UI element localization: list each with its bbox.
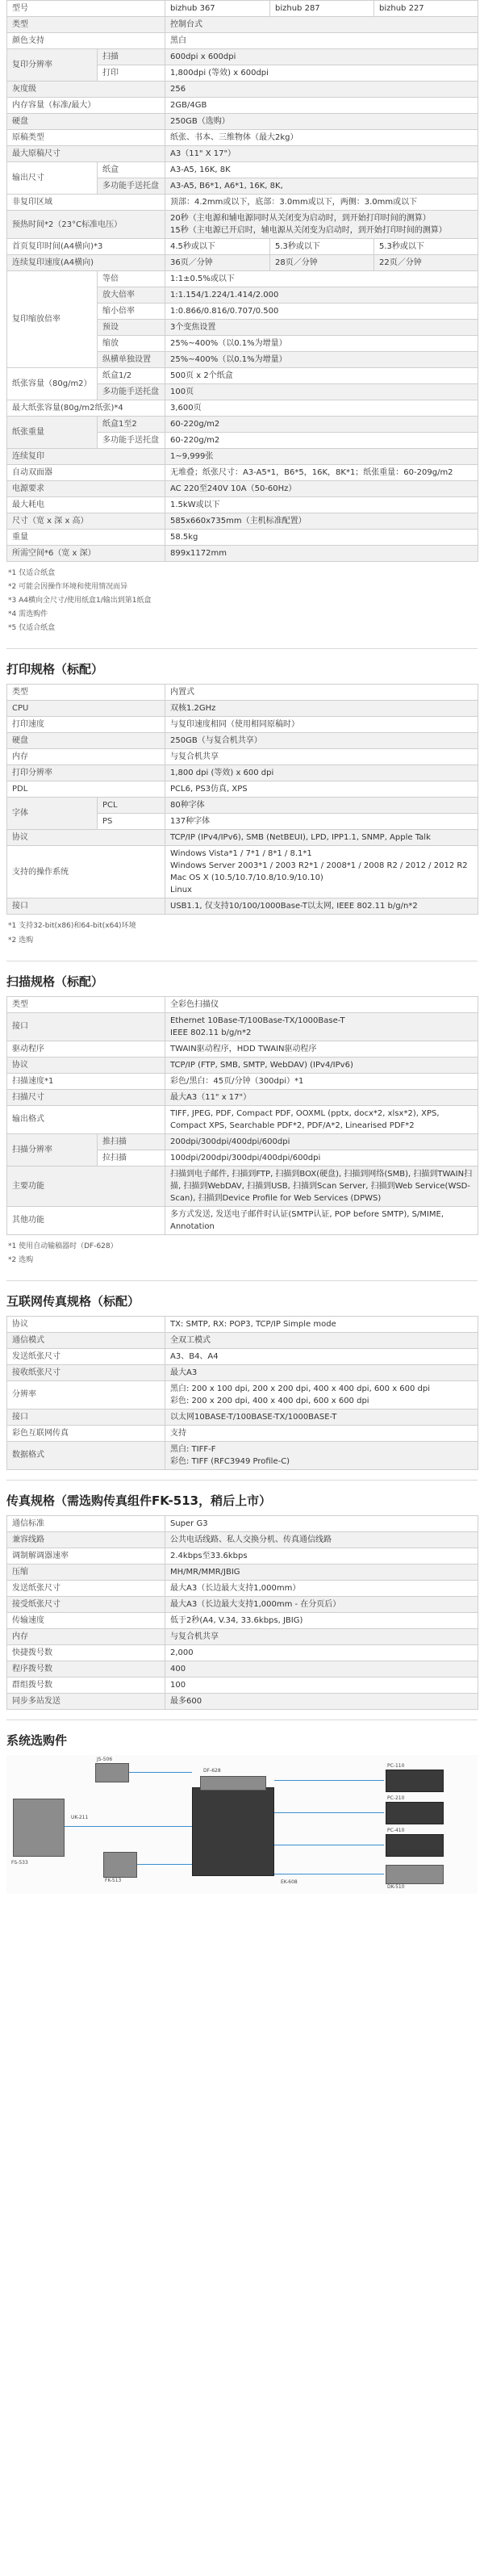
spec-label: 接口 [7, 1012, 165, 1041]
spec-value: 1:1.154/1.224/1.414/2.000 [165, 287, 478, 304]
fax-kit-image [103, 1852, 137, 1878]
spec-value: 控制台式 [165, 17, 478, 33]
spec-row [7, 1644, 478, 1661]
option-label: PC-210 [387, 1795, 405, 1801]
spec-row [7, 98, 478, 114]
spec-value: 3个变焦设置 [165, 320, 478, 336]
spec-value: 585x660x735mm（主机标准配置） [165, 513, 478, 530]
spec-cell: 28页／分钟 [270, 255, 374, 271]
spec-value: 20秒（主电源和辅电源同时从关闭变为启动时，到开始打印时间的测算） 15秒（主电源已开启时，辅电源从关闭变为启动时，到开始打印时间的测算） [165, 211, 478, 239]
spec-value: AC 220至240V 10A（50-60Hz） [165, 481, 478, 497]
copier-notes [6, 562, 478, 639]
spec-row [7, 685, 478, 701]
spec-value: TX: SMTP, RX: POP3, TCP/IP Simple mode [165, 1316, 478, 1332]
spec-sublabel: 等倍 [98, 271, 165, 287]
spec-label: 非复印区域 [7, 195, 165, 211]
spec-value: TCP/IP (IPv4/IPv6), SMB (NetBEUI), LPD, IPP1.1, SNMP, Apple Talk [165, 830, 478, 846]
spec-cell: 4.5秒或以下 [165, 239, 270, 255]
ifax-section-title: 互联网传真规格（标配） [6, 1293, 140, 1309]
spec-sublabel: 纵横单独设置 [98, 352, 165, 368]
spec-row [7, 1531, 478, 1548]
spec-value: 250GB（与复合机共享） [165, 733, 478, 749]
spec-row [7, 1041, 478, 1057]
spec-row [7, 1, 478, 17]
fax-spec-table [6, 1515, 478, 1710]
spec-label: 硬盘 [7, 114, 165, 130]
spec-value: 无堆叠；纸张尺寸：A3-A5*1，B6*5，16K，8K*1；纸张重量：60-209g/m2 [165, 465, 478, 481]
spec-value: 黑白: 200 x 100 dpi, 200 x 200 dpi, 400 x 400 dpi, 600 x 600 dpi 彩色: 200 x 200 dpi, 400 x 400 dpi, 600 x 600 dpi [165, 1380, 478, 1409]
spec-sublabel: 纸盒1至2 [98, 417, 165, 433]
ifax-spec-table [6, 1316, 478, 1470]
spec-row [7, 481, 478, 497]
spec-row [7, 465, 478, 481]
spec-cell: bizhub 227 [374, 1, 478, 17]
spec-row [7, 846, 478, 898]
divider [6, 1719, 478, 1720]
spec-value: Ethernet 10Base-T/100Base-TX/1000Base-T IEEE 802.11 b/g/n*2 [165, 1012, 478, 1041]
spec-row [7, 1628, 478, 1644]
spec-row [7, 146, 478, 162]
divider [6, 1280, 478, 1281]
options-section-title: 系统选购件 [6, 1732, 68, 1748]
option-label: DK-510 [387, 1883, 405, 1890]
spec-row [7, 781, 478, 798]
spec-row [7, 1515, 478, 1531]
spec-label: 主要功能 [7, 1166, 165, 1206]
spec-row [7, 1693, 478, 1709]
spec-label: 传输速度 [7, 1612, 165, 1628]
footnote: *4 需选购件 [8, 610, 48, 619]
spec-row [7, 1057, 478, 1073]
spec-value: 低于2秒(A4, V.34, 33.6kbps, JBIG) [165, 1612, 478, 1628]
spec-value: 25%~400%（以0.1%为增量） [165, 336, 478, 352]
spec-value: 137种字体 [165, 814, 478, 830]
job-separator-image [95, 1763, 129, 1782]
option-label: FS-533 [11, 1859, 28, 1866]
spec-row [7, 798, 478, 814]
spec-value: 公共电话线路、私人交换分机、传真通信线路 [165, 1531, 478, 1548]
option-label: PC-110 [387, 1762, 405, 1769]
spec-value: 500页 x 2个纸盒 [165, 368, 478, 384]
spec-row [7, 255, 478, 271]
paper-cabinet-1-image [386, 1770, 444, 1792]
spec-row [7, 546, 478, 562]
spec-label: 扫描速度*1 [7, 1073, 165, 1089]
spec-label: 型号 [7, 1, 165, 17]
spec-label: 接口 [7, 1409, 165, 1425]
system-options-diagram [6, 1755, 478, 1894]
spec-label: 快捷拨号数 [7, 1644, 165, 1661]
spec-value: 2,000 [165, 1644, 478, 1661]
spec-value: 多方式发送, 发送电子邮件时认证(SMTP认证, POP before SMTP), S/MIME, Annotation [165, 1206, 478, 1234]
spec-row [7, 239, 478, 255]
spec-label: 通信模式 [7, 1332, 165, 1348]
spec-value: 1:0.866/0.816/0.707/0.500 [165, 304, 478, 320]
spec-value: 256 [165, 82, 478, 98]
spec-label: 灰度级 [7, 82, 165, 98]
spec-value: 2GB/4GB [165, 98, 478, 114]
spec-value: 与复合机共享 [165, 749, 478, 765]
spec-row [7, 130, 478, 146]
spec-row [7, 211, 478, 239]
spec-sublabel: 纸盒 [98, 162, 165, 178]
spec-row [7, 400, 478, 417]
footnote: *2 选购 [8, 936, 34, 945]
spec-row [7, 1425, 478, 1441]
spec-row [7, 497, 478, 513]
print-section-title: 打印规格（标配） [6, 662, 104, 677]
spec-row [7, 1409, 478, 1425]
spec-sublabel: 扫描 [98, 49, 165, 65]
copier-spec-table [6, 0, 478, 562]
footnote: *1 仅适合纸盒 [8, 569, 56, 577]
spec-row [7, 271, 478, 287]
spec-row [7, 898, 478, 915]
footnote: *1 使用自动输稿器时（DF-628） [8, 1242, 118, 1250]
spec-row [7, 996, 478, 1012]
spec-label: 纸张重量 [7, 417, 98, 449]
spec-label: 扫描分辨率 [7, 1133, 98, 1166]
spec-sublabel: 多功能手送托盘 [98, 178, 165, 195]
spec-label: PDL [7, 781, 165, 798]
spec-row [7, 1012, 478, 1041]
spec-label: 内存 [7, 749, 165, 765]
spec-label: 类型 [7, 685, 165, 701]
spec-value: 200dpi/300dpi/400dpi/600dpi [165, 1133, 478, 1150]
spec-label: 首页复印时间(A4横向)*3 [7, 239, 165, 255]
option-label: PC-410 [387, 1827, 405, 1833]
spec-label: 重量 [7, 530, 165, 546]
spec-value: 100dpi/200dpi/300dpi/400dpi/600dpi [165, 1150, 478, 1166]
spec-row [7, 1332, 478, 1348]
spec-label: 连续复印 [7, 449, 165, 465]
spec-label: 同步多站发送 [7, 1693, 165, 1709]
spec-label: 原稿类型 [7, 130, 165, 146]
spec-row [7, 1073, 478, 1089]
spec-sublabel: PCL [98, 798, 165, 814]
spec-label: 接口 [7, 898, 165, 915]
spec-value: 60-220g/m2 [165, 417, 478, 433]
spec-value: 与复合机共享 [165, 1628, 478, 1644]
spec-value: 全双工模式 [165, 1332, 478, 1348]
spec-value: 双核1.2GHz [165, 701, 478, 717]
spec-row [7, 33, 478, 49]
footnote: *2 选购 [8, 1255, 34, 1264]
fax-section-title: 传真规格（需选购传真组件FK-513，稍后上市） [6, 1493, 272, 1508]
spec-label: 协议 [7, 830, 165, 846]
spec-label: 预热时间*2（23°C标准电压） [7, 211, 165, 239]
spec-row [7, 1206, 478, 1234]
spec-row [7, 1105, 478, 1133]
footnote: *5 仅适合纸盒 [8, 624, 56, 633]
spec-row [7, 1580, 478, 1596]
spec-row [7, 765, 478, 781]
spec-value: TWAIN驱动程序，HDD TWAIN驱动程序 [165, 1041, 478, 1057]
spec-label: 最大原稿尺寸 [7, 146, 165, 162]
spec-label: CPU [7, 701, 165, 717]
spec-sublabel: 缩小倍率 [98, 304, 165, 320]
desk-image [386, 1865, 444, 1884]
spec-row [7, 195, 478, 211]
spec-value: 1,800dpi (等效) x 600dpi [165, 65, 478, 82]
spec-label: 尺寸（宽 x 深 x 高） [7, 513, 165, 530]
spec-label: 兼容线路 [7, 1531, 165, 1548]
print-spec-table [6, 684, 478, 915]
spec-row [7, 717, 478, 733]
spec-label: 复印分辨率 [7, 49, 98, 82]
scan-spec-table [6, 996, 478, 1235]
spec-label: 调制解调器速率 [7, 1548, 165, 1564]
spec-label: 类型 [7, 996, 165, 1012]
spec-value: 3,600页 [165, 400, 478, 417]
spec-row [7, 417, 478, 433]
spec-sublabel: 缩放 [98, 336, 165, 352]
spec-value: 100页 [165, 384, 478, 400]
option-label: EK-608 [281, 1879, 298, 1885]
spec-sublabel: 推扫描 [98, 1133, 165, 1150]
spec-row [7, 733, 478, 749]
spec-sublabel: 拉扫描 [98, 1150, 165, 1166]
option-label: DF-628 [203, 1767, 221, 1774]
spec-value: 支持 [165, 1425, 478, 1441]
spec-label: 程序拨号数 [7, 1661, 165, 1677]
spec-label: 分辨率 [7, 1380, 165, 1409]
spec-value: A3（11" X 17"） [165, 146, 478, 162]
spec-label: 通信标准 [7, 1515, 165, 1531]
spec-page [6, 0, 478, 1894]
spec-row [7, 1677, 478, 1693]
spec-label: 协议 [7, 1057, 165, 1073]
spec-row [7, 82, 478, 98]
spec-row [7, 49, 478, 65]
spec-sublabel: 多功能手送托盘 [98, 433, 165, 449]
spec-value: 内置式 [165, 685, 478, 701]
spec-label: 驱动程序 [7, 1041, 165, 1057]
spec-label: 压缩 [7, 1564, 165, 1580]
spec-sublabel: 多功能手送托盘 [98, 384, 165, 400]
spec-label: 接收纸张尺寸 [7, 1364, 165, 1380]
main-unit-image [192, 1787, 274, 1876]
print-notes [6, 915, 478, 950]
spec-label: 输出尺寸 [7, 162, 98, 195]
spec-label: 硬盘 [7, 733, 165, 749]
spec-label: 连续复印速度(A4横向) [7, 255, 165, 271]
spec-value: 最大A3（长边最大支持1,000mm） [165, 1580, 478, 1596]
spec-value: 最多600 [165, 1693, 478, 1709]
spec-value: A3-A5, B6*1, A6*1, 16K, 8K, [165, 178, 478, 195]
spec-label: 群组拨号数 [7, 1677, 165, 1693]
spec-label: 彩色互联网传真 [7, 1425, 165, 1441]
spec-label: 内存 [7, 1628, 165, 1644]
spec-row [7, 1612, 478, 1628]
spec-label: 自动双面器 [7, 465, 165, 481]
spec-row [7, 1380, 478, 1409]
spec-row [7, 368, 478, 384]
spec-label: 扫描尺寸 [7, 1089, 165, 1105]
spec-value: 58.5kg [165, 530, 478, 546]
spec-label: 类型 [7, 17, 165, 33]
spec-value: 彩色/黑白：45页/分钟（300dpi）*1 [165, 1073, 478, 1089]
spec-sublabel: 预设 [98, 320, 165, 336]
spec-value: 899x1172mm [165, 546, 478, 562]
spec-cell: 5.3秒或以下 [270, 239, 374, 255]
spec-value: MH/MR/MMR/JBIG [165, 1564, 478, 1580]
spec-value: 25%~400%（以0.1%为增量） [165, 352, 478, 368]
spec-value: 1,800 dpi (等效) x 600 dpi [165, 765, 478, 781]
spec-row [7, 513, 478, 530]
spec-value: PCL6, PS3仿真, XPS [165, 781, 478, 798]
spec-value: 250GB（选购） [165, 114, 478, 130]
spec-row [7, 162, 478, 178]
spec-label: 最大纸张容量(80g/m2纸张)*4 [7, 400, 165, 417]
spec-row [7, 1564, 478, 1580]
spec-sublabel: PS [98, 814, 165, 830]
spec-value: TCP/IP (FTP, SMB, SMTP, WebDAV) (IPv4/IPv6) [165, 1057, 478, 1073]
spec-value: 最大A3 [165, 1364, 478, 1380]
spec-value: 60-220g/m2 [165, 433, 478, 449]
spec-value: USB1.1, 仅支持10/100/1000Base-T以太网, IEEE 802.11 b/g/n*2 [165, 898, 478, 915]
spec-row [7, 1596, 478, 1612]
spec-label: 打印分辨率 [7, 765, 165, 781]
spec-value: 黑白 [165, 33, 478, 49]
spec-value: A3-A5, 16K, 8K [165, 162, 478, 178]
footnote: *1 支持32-bit(x86)和64-bit(x64)环境 [8, 922, 136, 931]
spec-label: 纸张容量（80g/m2） [7, 368, 98, 400]
spec-cell: 22页／分钟 [374, 255, 478, 271]
spec-value: Super G3 [165, 1515, 478, 1531]
spec-row [7, 1089, 478, 1105]
scan-section-title: 扫描规格（标配） [6, 974, 104, 989]
paper-cabinet-2-image [386, 1802, 444, 1824]
spec-value: 顶部：4.2mm或以下，底部：3.0mm或以下，两侧：3.0mm或以下 [165, 195, 478, 211]
spec-row [7, 749, 478, 765]
spec-label: 电源要求 [7, 481, 165, 497]
spec-row [7, 1133, 478, 1150]
spec-label: 字体 [7, 798, 98, 830]
spec-row [7, 114, 478, 130]
spec-value: 100 [165, 1677, 478, 1693]
option-label: FK-513 [105, 1877, 122, 1883]
spec-cell: bizhub 287 [270, 1, 374, 17]
paper-cabinet-3-image [386, 1834, 444, 1857]
spec-row [7, 1441, 478, 1469]
spec-value: 以太网10BASE-T/100BASE-TX/1000BASE-T [165, 1409, 478, 1425]
spec-value: A3、B4、A4 [165, 1348, 478, 1364]
option-label: UK-211 [71, 1814, 89, 1820]
divider [6, 1480, 478, 1481]
spec-row [7, 830, 478, 846]
spec-row [7, 449, 478, 465]
spec-label: 发送纸张尺寸 [7, 1348, 165, 1364]
spec-row [7, 1166, 478, 1206]
spec-value: 黑白: TIFF-F 彩色: TIFF (RFC3949 Profile-C) [165, 1441, 478, 1469]
spec-row [7, 1364, 478, 1380]
spec-value: 400 [165, 1661, 478, 1677]
spec-value: TIFF, JPEG, PDF, Compact PDF, OOXML (pptx, docx*2, xlsx*2), XPS, Compact XPS, Searchable PDF*2, PDF/A*2, Linearised PDF*2 [165, 1105, 478, 1133]
spec-value: 与复印速度相同（使用相同原稿时） [165, 717, 478, 733]
spec-label: 颜色支持 [7, 33, 165, 49]
spec-sublabel: 打印 [98, 65, 165, 82]
spec-value: 最大A3（长边最大支持1,000mm - 在分页后） [165, 1596, 478, 1612]
spec-row [7, 530, 478, 546]
spec-label: 内存容量（标准/最大） [7, 98, 165, 114]
option-label: JS-506 [97, 1756, 113, 1762]
footnote: *3 A4横向全尺寸/使用纸盒1/输出到第1纸盒 [8, 597, 152, 605]
spec-sublabel: 放大倍率 [98, 287, 165, 304]
spec-label: 其他功能 [7, 1206, 165, 1234]
spec-value: Windows Vista*1 / 7*1 / 8*1 / 8.1*1 Windows Server 2003*1 / 2003 R2*1 / 2008*1 / 2008 R2 / 2012 / 2012 R2 Mac OS X (10.5/10.7/10.8/10.9/10.10) Linux [165, 846, 478, 898]
divider [6, 648, 478, 649]
document-feeder-image [200, 1776, 266, 1791]
spec-label: 打印速度 [7, 717, 165, 733]
spec-cell: 5.3秒或以下 [374, 239, 478, 255]
scan-notes [6, 1235, 478, 1271]
spec-row [7, 1548, 478, 1564]
spec-label: 输出格式 [7, 1105, 165, 1133]
footnote: *2 可能会因操作环境和使用情况而异 [8, 583, 128, 592]
spec-label: 协议 [7, 1316, 165, 1332]
spec-value: 纸张、书本、三维物体（最大2kg） [165, 130, 478, 146]
spec-value: 1~9,999张 [165, 449, 478, 465]
spec-row [7, 1316, 478, 1332]
spec-value: 1:1±0.5%或以下 [165, 271, 478, 287]
spec-label: 发送纸张尺寸 [7, 1580, 165, 1596]
spec-value: 2.4kbps至33.6kbps [165, 1548, 478, 1564]
finisher-image [13, 1799, 65, 1857]
spec-value: 600dpi x 600dpi [165, 49, 478, 65]
spec-row [7, 1661, 478, 1677]
spec-label: 复印缩放倍率 [7, 271, 98, 368]
spec-row [7, 1348, 478, 1364]
spec-row [7, 17, 478, 33]
spec-cell: 36页／分钟 [165, 255, 270, 271]
spec-sublabel: 纸盒1/2 [98, 368, 165, 384]
spec-value: 扫描到电子邮件, 扫描到FTP, 扫描到BOX(硬盘), 扫描到网络(SMB), 扫描到TWAIN扫描, 扫描到WebDAV, 扫描到USB, 扫描到Scan Server, 扫描到Web Service(WSD-Scan), 扫描到Device Profile for Web Services (DPWS) [165, 1166, 478, 1206]
spec-value: 最大A3（11" x 17"） [165, 1089, 478, 1105]
spec-label: 数据格式 [7, 1441, 165, 1469]
spec-value: 全彩色扫描仪 [165, 996, 478, 1012]
spec-label: 所需空间*6（宽 x 深） [7, 546, 165, 562]
spec-row [7, 701, 478, 717]
spec-label: 接受纸张尺寸 [7, 1596, 165, 1612]
spec-label: 支持的操作系统 [7, 846, 165, 898]
spec-value: 80种字体 [165, 798, 478, 814]
spec-label: 最大耗电 [7, 497, 165, 513]
spec-value: 1.5kW或以下 [165, 497, 478, 513]
spec-cell: bizhub 367 [165, 1, 270, 17]
